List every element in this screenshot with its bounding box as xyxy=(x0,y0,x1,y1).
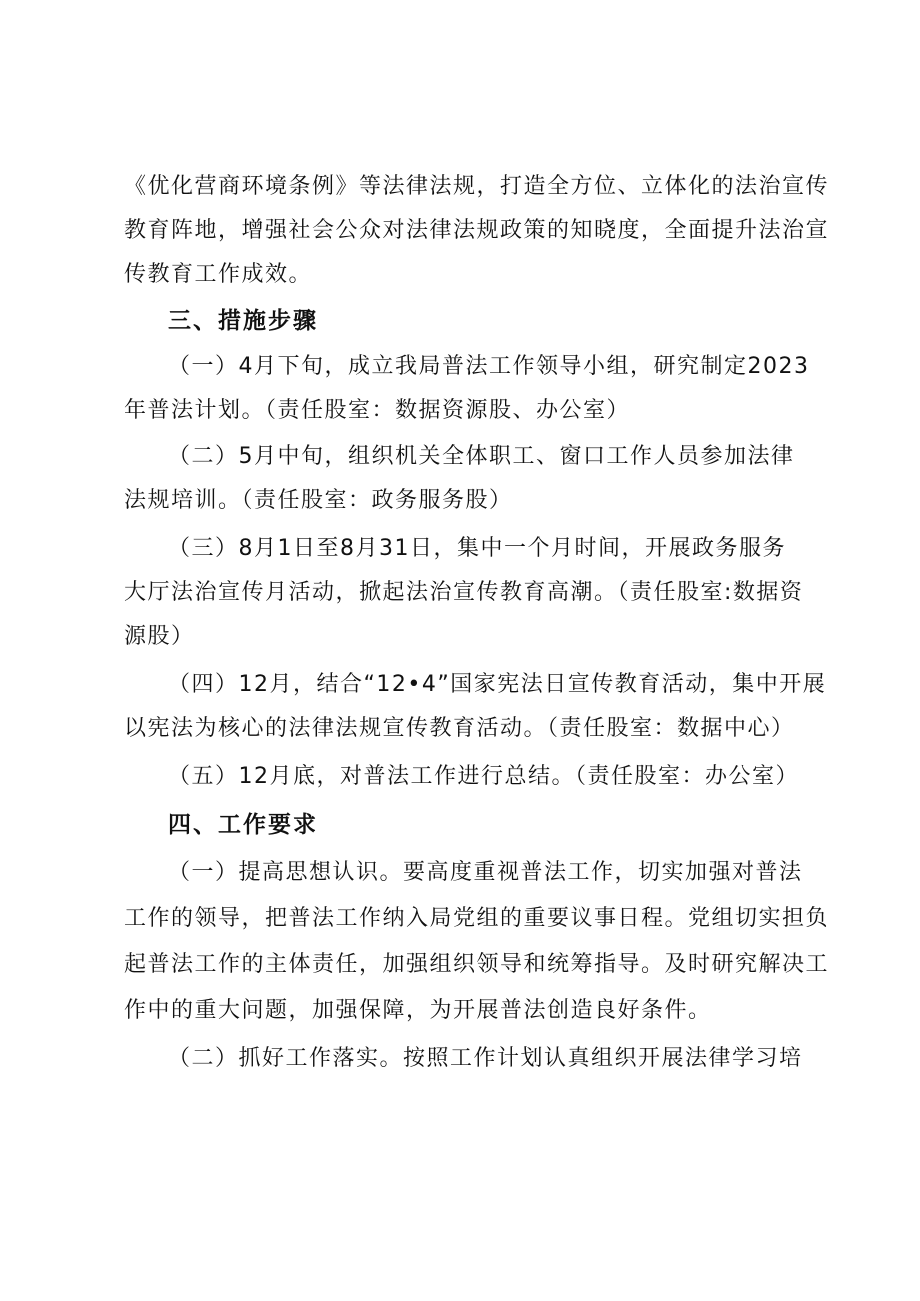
paragraph-line: 工作的领导，把普法工作纳入局党组的重要议事日程。党组切实担负 xyxy=(124,906,830,931)
paragraph-line: 以宪法为核心的法律法规宣传教育活动。（责任股室：数据中心） xyxy=(124,716,795,741)
paragraph-line: 《优化营商环境条例》等法律法规，打造全方位、立体化的法治宣传 xyxy=(124,174,830,199)
paragraph-line: 传教育工作成效。 xyxy=(124,262,313,287)
paragraph-line: 起普法工作的主体责任，加强组织领导和统筹指导。及时研究解决工 xyxy=(124,952,830,977)
paragraph-line: 源股） xyxy=(124,624,195,649)
paragraph-line: 法规培训。（责任股室：政务服务股） xyxy=(124,488,513,513)
paragraph-line: 年普法计划。（责任股室：数据资源股、办公室） xyxy=(124,398,631,423)
paragraph-line: （四）12月，结合“12•4”国家宪法日宣传教育活动，集中开展 xyxy=(168,672,827,697)
paragraph-line: （二）5月中旬，组织机关全体职工、窗口工作人员参加法律 xyxy=(168,444,795,469)
paragraph-line: 作中的重大问题，加强保障，为开展普法创造良好条件。 xyxy=(124,998,712,1023)
paragraph-line: （二）抓好工作落实。按照工作计划认真组织开展法律学习培 xyxy=(168,1046,803,1071)
paragraph-line: 大厅法治宣传月活动，掀起法治宣传教育高潮。（责任股室:数据资 xyxy=(124,580,804,605)
paragraph-line: （一）提高思想认识。要高度重视普法工作，切实加强对普法 xyxy=(168,860,803,885)
paragraph-line: （三）8月1日至8月31日，集中一个月时间，开展政务服务 xyxy=(168,536,786,561)
section-heading-requirements: 四、工作要求 xyxy=(168,812,318,838)
paragraph-line: 教育阵地，增强社会公众对法律法规政策的知晓度，全面提升法治宣 xyxy=(124,218,830,243)
paragraph-line: （五）12月底，对普法工作进行总结。（责任股室：办公室） xyxy=(168,764,799,789)
paragraph-line: （一）4月下旬，成立我局普法工作领导小组，研究制定2023 xyxy=(168,354,810,379)
section-heading-measures: 三、措施步骤 xyxy=(168,308,318,334)
